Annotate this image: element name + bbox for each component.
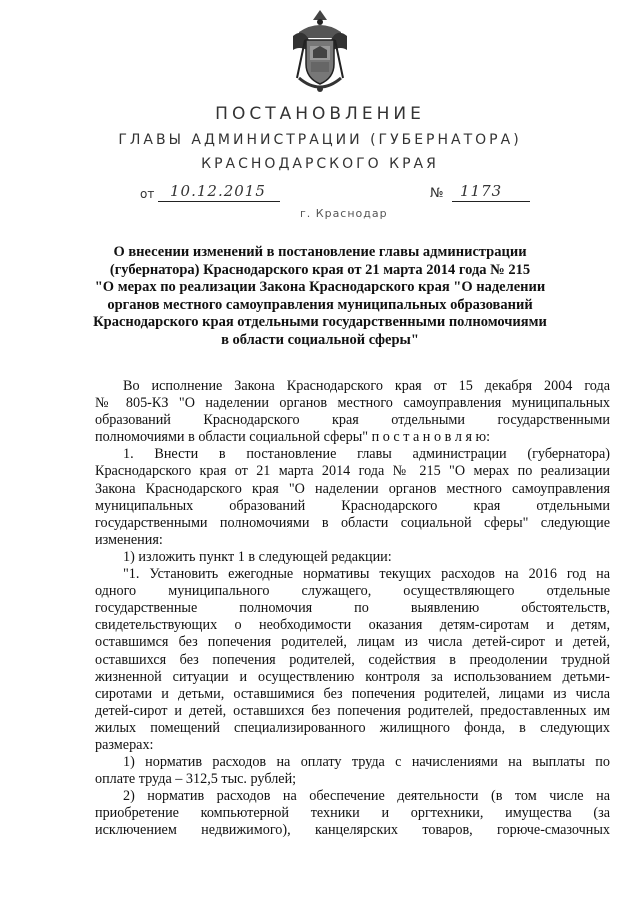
body-line: оплате труда – 312,5 тыс. рублей; — [95, 771, 297, 788]
body-line: жилых помещений специализированного жилищного фонда, в следующих — [95, 719, 610, 736]
body-line: сиротами и детьми, оставшимися без попечения родителей, лицами из числа — [95, 685, 610, 702]
number-value: 1173 — [460, 182, 503, 200]
body-line: 1. Внести в постановление главы администрации (губернатора) — [123, 446, 610, 463]
body-line: изменения: — [95, 531, 163, 548]
body-line: № 805-КЗ "О наделении органов местного самоуправления муниципальных — [95, 395, 610, 412]
body-line: детей-сирот и детей, оставшихся без попечения родителей, предоставленных им — [95, 702, 610, 719]
region-heading: КРАСНОДАРСКОГО КРАЯ — [201, 156, 439, 172]
body-line: приобретение компьютерной техники и оргтехники, имущества (за — [95, 805, 610, 822]
title-line: (губернатора) Краснодарского края от 21 марта 2014 года № 215 — [109, 261, 531, 278]
body-line: оставшихся без попечения родителей, содействия в преодолении трудной — [95, 651, 610, 668]
body-line: образований Краснодарского края отдельными государственными — [95, 412, 610, 429]
body-line: 1) изложить пункт 1 в следующей редакции: — [123, 548, 392, 565]
body-line: 1) норматив расходов на оплату труда с начислениями на выплаты по — [123, 754, 610, 771]
body-line: оставшимся без попечения родителей, лицам из числа детей-сирот и детей, — [95, 634, 610, 651]
city-label: г. Краснодар — [300, 207, 388, 220]
body-line: размерах: — [95, 736, 154, 753]
title-line: "О мерах по реализации Закона Краснодарского края "О наделении — [94, 279, 546, 295]
body-line: "1. Установить ежегодные нормативы текущих расходов на 2016 год на — [123, 566, 610, 583]
body-line: свидетельствующих о необходимости оказания детям-сиротам и детям, — [95, 617, 610, 634]
body-line: Закона Краснодарского края "О наделении органов местного самоуправления — [95, 480, 610, 497]
title-line: О внесении изменений в постановление главы администрации — [113, 244, 527, 260]
body-line: Во исполнение Закона Краснодарского края от 15 декабря 2004 года — [123, 378, 610, 394]
date-label: от — [140, 187, 155, 201]
coat-of-arms-emblem — [291, 6, 349, 96]
title-line: в области социальной сферы" — [221, 331, 419, 348]
body-line: исключением недвижимого), канцелярских товаров, горюче-смазочных — [95, 822, 610, 839]
body-line: 2) норматив расходов на обеспечение деятельности (в том числе на — [123, 788, 610, 805]
date-value: 10.12.2015 — [170, 182, 266, 200]
body-line: государственными полномочиями в области социальной сферы" следующие — [95, 514, 610, 531]
number-underline — [452, 201, 530, 202]
body-line: государственные полномочия по выявлению обстоятельств, — [95, 600, 610, 617]
body-line: Краснодарского края от 21 марта 2014 года № 215 "О мерах по реализации — [95, 463, 610, 480]
title-line: органов местного самоуправления муниципальных образований — [107, 296, 533, 313]
number-label: № — [430, 186, 444, 201]
document-type-heading: ПОСТАНОВЛЕНИЕ — [215, 104, 425, 124]
body-line: муниципальных образований Краснодарского края отдельными — [95, 497, 610, 514]
body-line: полномочиями в области социальной сферы" п о с т а н о в л я ю: — [95, 429, 491, 446]
issuer-heading: ГЛАВЫ АДМИНИСТРАЦИИ (ГУБЕРНАТОРА) — [118, 132, 522, 148]
document-title — [80, 244, 560, 349]
document-body — [95, 378, 610, 840]
title-line: Краснодарского края отдельными государственными полномочиями — [93, 314, 547, 330]
body-line: одного муниципального служащего, осуществляющего отдельные — [95, 583, 610, 600]
date-underline — [158, 201, 280, 202]
body-line: жизненной ситуации и осуществлению контроля за использованием детьми- — [95, 668, 610, 685]
